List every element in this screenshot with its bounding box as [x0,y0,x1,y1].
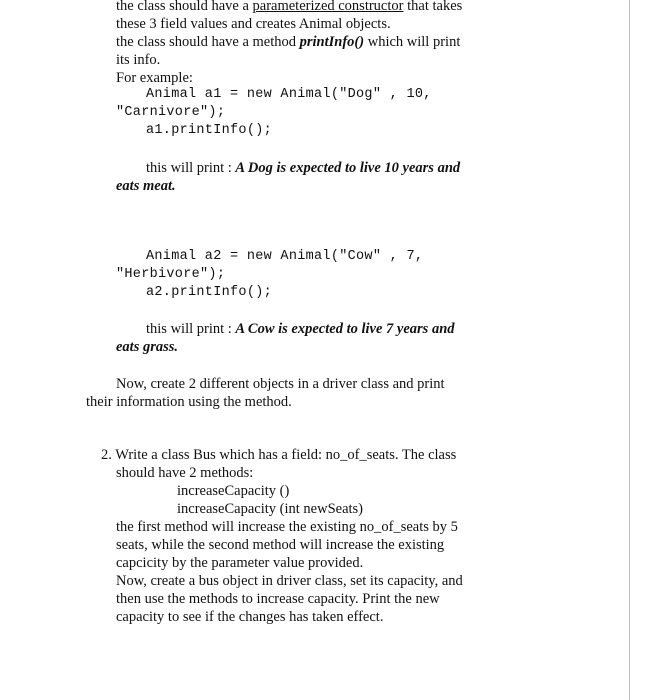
task-line-1: Now, create 2 different objects in a driver class and print [116,376,445,392]
question2-line-6: Now, create a bus object in driver class, set its capacity, and [116,573,463,589]
question2-line-1: 2. Write a class Bus which has a field: no_of_seats. The class [101,447,457,463]
question2-line-3: the first method will increase the existing no_of_seats by 5 [116,519,458,535]
example1-code-line-2: "Carnivore"); [116,105,226,120]
parameterized-constructor-term: parameterized constructor [252,0,404,14]
intro-line-1: the class should have a parameterized constructor that takes [116,0,463,14]
question2-line-4: seats, while the second method will increase the existing [116,537,445,553]
printinfo-method-name: printInfo() [299,34,365,50]
intro-line-2: these 3 field values and creates Animal objects. [116,16,391,32]
example2-output-line-1: this will print : A Cow is expected to live 7 years and [146,321,455,337]
example-label: For example: [116,70,193,86]
example1-code-line-3: a1.printInfo(); [146,123,273,138]
question2-method-2: increaseCapacity (int newSeats) [177,501,364,517]
example2-output-line-2: eats grass. [116,339,179,355]
question2-line-8: capacity to see if the changes has taken effect. [116,609,384,625]
example1-code-line-1: Animal a1 = new Animal("Dog" , 10, [146,87,432,102]
question2-line-2: should have 2 methods: [116,465,254,481]
example2-code-line-2: "Herbivore"); [116,267,226,282]
page-edge-divider [629,0,630,700]
example1-output-line-1: this will print : A Dog is expected to live 10 years and [146,160,461,176]
question2-line-5: capcicity by the parameter value provided. [116,555,364,571]
example2-code-line-1: Animal a2 = new Animal("Cow" , 7, [146,249,424,264]
intro-line-4: its info. [116,52,161,68]
example2-code-line-3: a2.printInfo(); [146,285,273,300]
question2-line-7: then use the methods to increase capacity. Print the new [116,591,440,607]
example1-output-line-2: eats meat. [116,178,176,194]
task-line-2: their information using the method. [86,394,292,410]
intro-line-3: the class should have a method printInfo() which will print [116,34,461,50]
question2-method-1: increaseCapacity () [177,483,290,499]
